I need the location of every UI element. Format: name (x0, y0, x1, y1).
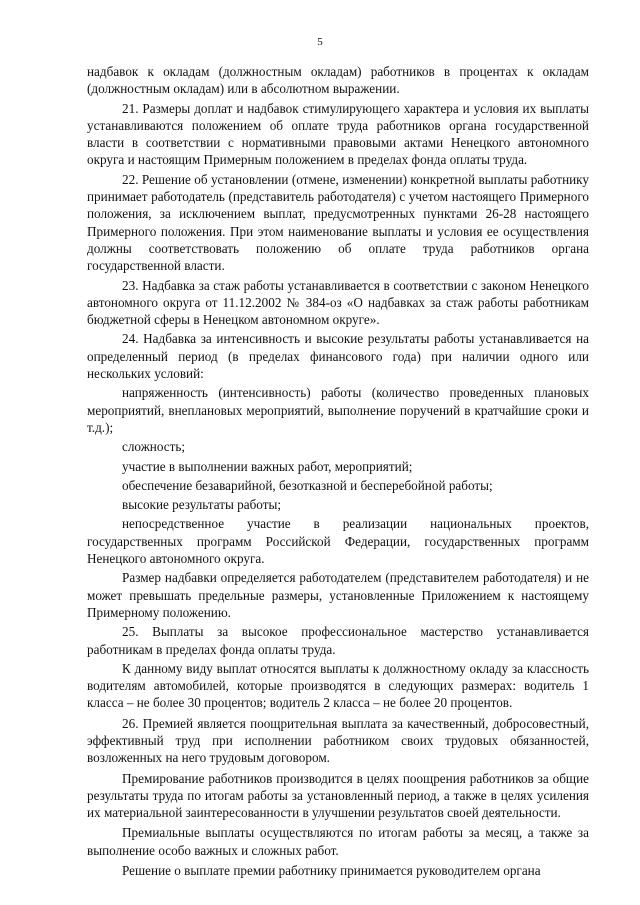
list-item-important-work: участие в выполнении важных работ, мероприятий; (122, 458, 413, 474)
paragraph-bonus-purpose: Премирование работников производится в целях поощрения работников за общие результаты труда по итогам работы за установленный период, а также в целях усиления их материальной заинтересованности в улучшении результатов своей деятельности. (87, 770, 589, 821)
list-item-intensity: напряженность (интенсивность) работы (количество проведенных плановых мероприятий, внеплановых мероприятий, выполнение поручений в кратчайшие сроки и т.д.); (87, 385, 589, 435)
paragraph-23: 23. Надбавка за стаж работы устанавливается в соответствии с законом Ненецкого автономного округа от 11.12.2002 № 384-оз «О надбавках за стаж работы работникам бюджетной сферы в Ненецком автономном округе». (87, 277, 589, 328)
list-item-high-results: высокие результаты работы; (122, 497, 282, 513)
page-number: 5 (317, 36, 323, 48)
paragraph-21: 21. Размеры доплат и надбавок стимулирующего характера и условия их выплаты устанавливаются положением об оплате труда работников органа государственной власти в соответствии с нормативными правовыми актами Ненецкого автономного округа и настоящим Примерным положением в пределах фонда оплаты труда. (87, 100, 589, 168)
paragraph-25: 25. Выплаты за высокое профессиональное мастерство устанавливается работникам в пределах фонда оплаты труда. (87, 624, 589, 657)
paragraph-bonus-period: Премиальные выплаты осуществляются по итогам работы за месяц, а также за выполнение особо важных и сложных работ. (87, 825, 589, 858)
paragraph-22: 22. Решение об установлении (отмене, изменении) конкретной выплаты работнику принимает работодатель (представитель работодателя) с учетом настоящего Примерного положения, за исключением выплат, предусмотренных пунктами 26-28 настоящего Примерного положения. При этом наименование выплаты и условия ее осуществления должны соответствовать положению об оплате труда работников органа государственной власти. (87, 171, 589, 274)
paragraph-24: 24. Надбавка за интенсивность и высокие результаты работы устанавливается на определенный период (в пределах финансового года) при наличии одного или нескольких условий: (87, 331, 589, 382)
paragraph-bonus-decision: Решение о выплате премии работнику принимается руководителем органа (122, 863, 541, 879)
list-item-complexity: сложность; (122, 439, 186, 455)
paragraph-26: 26. Премией является поощрительная выплата за качественный, добросовестный, эффективный труд при исполнении работником своих трудовых обязанностей, возложенных на него трудовым договором. (87, 715, 589, 766)
paragraph-continuation: надбавок к окладам (должностным окладам) работников в процентах к окладам (должностным окладам) или в абсолютном выражении. (87, 64, 589, 97)
document-body (87, 63, 589, 879)
list-item-national-projects: непосредственное участие в реализации национальных проектов, государственных программ Российской Федерации, государственных программ Ненецкого автономного округа. (87, 516, 589, 567)
paragraph-bonus-size: Размер надбавки определяется работодателем (представителем работодателя) и не может превышать предельные размеры, установленные Приложением к настоящему Примерному положению. (87, 570, 589, 620)
paragraph-driver-class: К данному виду выплат относятся выплаты к должностному окладу за классность водителям автомобилей, которые производятся в следующих размерах: водитель 1 класса – не более 30 процентов; водитель 2 класса – не более 20 процентов. (87, 660, 589, 711)
list-item-reliability: обеспечение безаварийной, безотказной и бесперебойной работы; (122, 477, 493, 493)
